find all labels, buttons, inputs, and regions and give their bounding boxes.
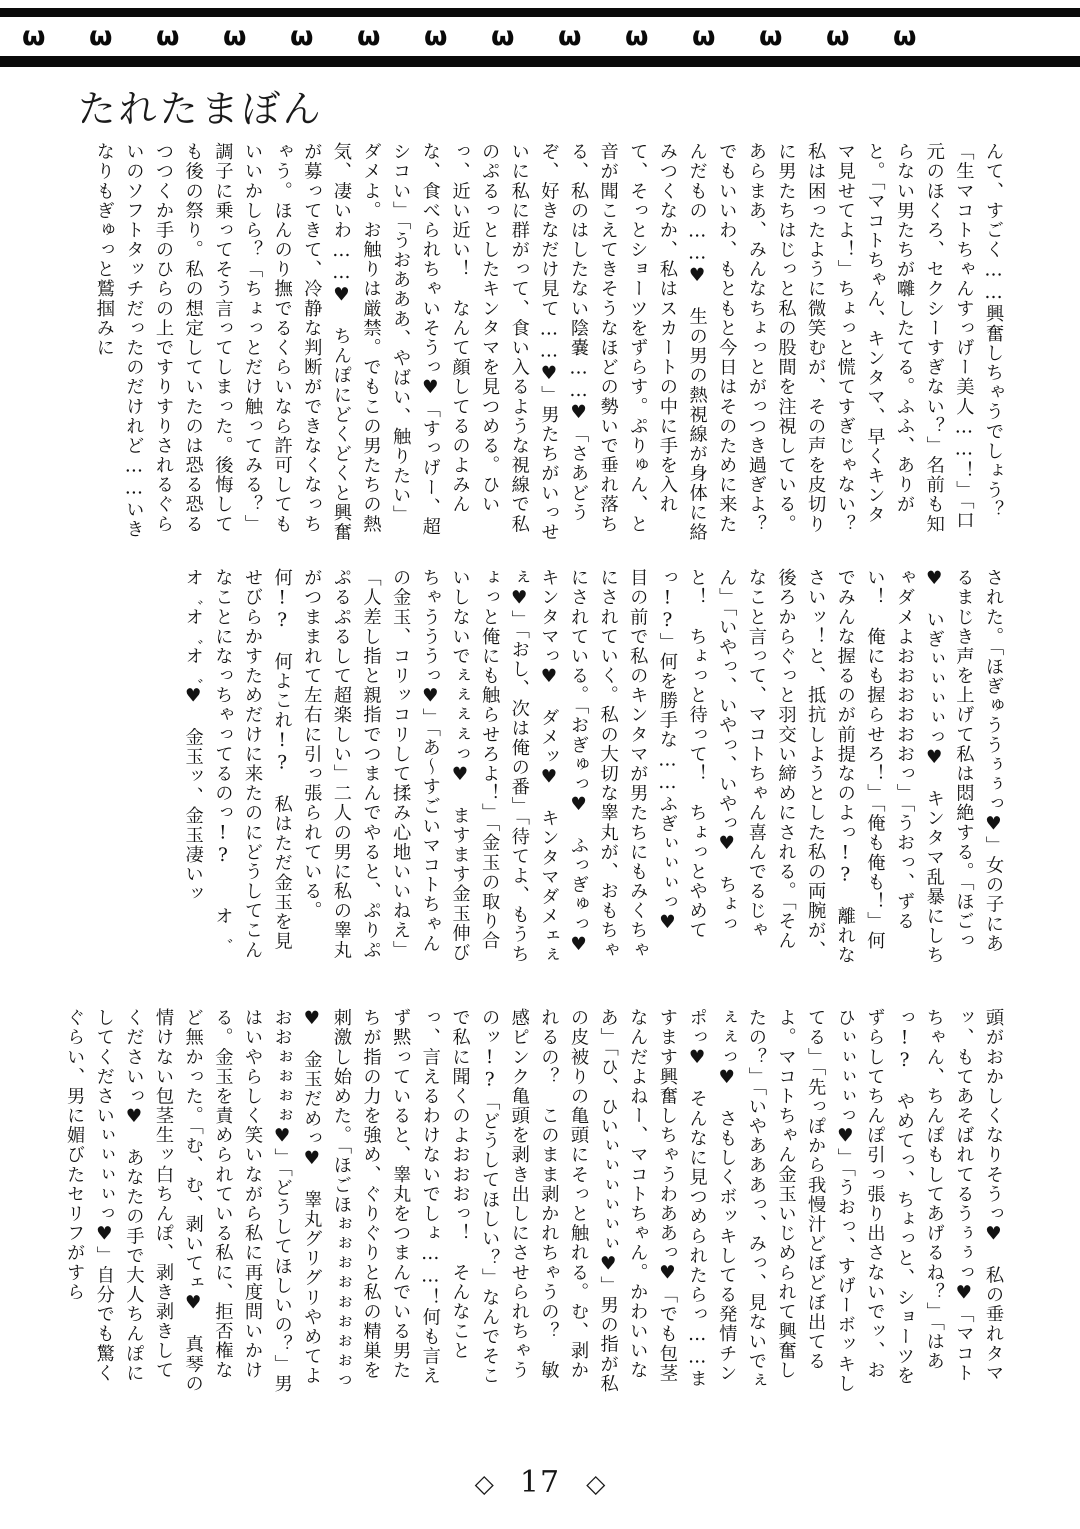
page-footer xyxy=(0,1465,1080,1500)
page-number: 17 xyxy=(519,1465,561,1500)
omega-ornament-icon: ω xyxy=(290,21,314,52)
header-rule-top xyxy=(0,8,1080,17)
header-rule-bottom xyxy=(0,56,1080,67)
omega-ornament-icon: ω xyxy=(893,21,917,52)
diamond-left-icon: ◇ xyxy=(474,1468,494,1498)
omega-ornament-icon: ω xyxy=(156,21,180,52)
omega-ornament-icon: ω xyxy=(826,21,850,52)
ornament-glyph-row xyxy=(0,17,1080,56)
page-title: たれたまぼん xyxy=(77,87,325,131)
omega-ornament-icon: ω xyxy=(625,21,649,52)
body-text-block-1 xyxy=(72,142,1008,554)
omega-ornament-icon: ω xyxy=(692,21,716,52)
body-paragraph: 頭がおかしくなりそうっ♥ 私の垂れタマッ、もてあそばれてるうぅぅっ♥「マコトちゃん、ちんぽもしてあげるね？」「はあっ!? やめてっ、ちょっと、ショーツをずらしてちんぽ引っ張り出さないでッ、おひぃぃぃぃっ♥」「うおっ、すげーボッキしてる」「先っぽから我慢汁どぼどぼ出てるよ。マコトちゃん金玉いじめられて興奮したの？」「いやあああっ、みっ、見ないでぇぇぇっ♥ さもしくボッキしてる発情チンポっ♥ そんなに見つめられたらっ……ますます興奮しちゃうわああっ♥「でも包茎なんだよねー、マコトちゃん。かわいいなあ」「ひ、ひいぃぃぃぃぃぃ♥」男の指が私の皮被りの亀頭にそっと触れる。む、剥かれるの？ このまま剥かれちゃうの？ 敏感ピンク亀頭を剥き出しにさせられちゃうのッ!?「どうしてほしい？」なんでそこで私に聞くのよおおおっ！ そんなことっ、言えるわけないでしょ……！何も言えず黙っていると、睾丸をつまんでいる男たちが指の力を強め、ぐりぐりと私の精巣を刺激し始めた。「ほごほぉぉぉぉぉぉぉぉっ♥ 金玉だめっ♥ 睾丸グリグリやめてよおおぉぉぉぉ♥」「どうしてほしいの？」男はいやらしく笑いながら私に再度問いかける。金玉を責められている私に、拒否権など無かった。「む、む、剥いてェ♥ 真琴の情けない包茎生ッ白ちんぽ、剥き剥きしてくださいっ♥ あなたの手で大人ちんぽにしてくださいぃぃぃぃっ♥」自分でも驚くぐらい、男に媚びたセリフがすら xyxy=(64,1008,1004,1394)
omega-ornament-icon: ω xyxy=(89,21,113,52)
omega-ornament-icon: ω xyxy=(223,21,247,52)
diamond-right-icon: ◇ xyxy=(586,1468,606,1498)
omega-ornament-icon: ω xyxy=(759,21,783,52)
body-text-block-3 xyxy=(64,1008,1008,1396)
body-paragraph: んて、すごく……興奮しちゃうでしょう？「生マコトちゃんすっげー美人……！」「口元のほくろ、セクシーすぎない？」名前も知らない男たちが囃したてる。ふふ、ありがと。「マコトちゃん、キンタマ、早くキンタマ見せてよ！」ちょっと慌てすぎじゃない？ 私は困ったように微笑むが、その声を皮切りに男たちはじっと私の股間を注視している。あらまあ、みんなちょっとがっつき過ぎよ？でもいいわ、もともと今日はそのために来たんだもの……♥ 生の男の熱視線が身体に絡みつくなか、私はスカートの中に手を入れて、そっとショーツをずらす。ぷりゅん、と音が聞こえてきそうなほどの勢いで垂れ落ちる、私のはしたない陰嚢……♥「さあどうぞ、好きなだけ見て……♥」男たちがいっせいに私に群がって、食い入るような視線で私のぷるっとしたキンタマを見つめる。ひいっ、近い近い！ なんて顔してるのよみんな、食べられちゃいそうっ♥「すっげー、超シコい」「うおあああ、やばい、触りたい」ダメよ。お触りは厳禁。でもこの男たちの熱気、凄いわ……♥ ちんぽにどくどくと興奮が募ってきて、冷静な判断ができなくなっちゃう。ほんのり撫でるくらいなら許可してもいいかしら？「ちょっとだけ触ってみる？」調子に乗ってそう言ってしまった。後悔しても後の祭り。私の想定していたのは恐る恐るつつくか手のひらの上ですりすりされるぐらいのソフトタッチだったのだけれど……いきなりもぎゅっと鷲掴みに xyxy=(93,142,1004,554)
omega-ornament-icon: ω xyxy=(491,21,515,52)
omega-ornament-icon: ω xyxy=(22,21,46,52)
omega-ornament-icon: ω xyxy=(357,21,381,52)
omega-ornament-icon: ω xyxy=(558,21,582,52)
header-ornament-band xyxy=(0,0,1080,68)
omega-ornament-icon: ω xyxy=(424,21,448,52)
body-text-block-2 xyxy=(72,568,1008,976)
body-paragraph: された。「ほぎゅううぅぅっ♥」女の子にあるまじき声を上げて私は悶絶する。「ほごっ♥ いぎぃぃぃぃっ♥ キンタマ乱暴にしちゃダメよおおおおおおっ」「うおっ、ずるい！ 俺にも握らせろ！」「俺も俺も！」何でみんな握るのが前提なのよっ!? 離れなさいッ！と、抵抗しようとした私の両腕が、後ろからぐっと羽交い締めにされる。「そんなこと言って、マコトちゃん喜んでるじゃん」「いやっ、いやっ、いやっ♥ ちょっと！ ちょっと待って！ ちょっとやめてっ!?」何を勝手な……ふぎぃぃぃっ♥ 目の前で私のキンタマが男たちにもみくちゃにされていく。私の大切な睾丸が、おもちゃにされている。「おぎゅっ♥ ふっぎゅっ♥ キンタマっ♥ ダメッ♥ キンタマダメェぇぇ♥」「おし、次は俺の番」「待てよ、もうちょっと俺にも触らせろよ！」「金玉の取り合いしないでぇぇぇぇっ♥ ますます金玉伸びちゃうううっ♥」「あ〜すごいマコトちゃんの金玉、コリッコリして揉み心地いいねえ」「人差し指と親指でつまんでやると、ぷりぷぷるぷるして超楽しい」二人の男に私の睾丸がつままれて左右に引っ張られている。何!? 何よこれ!? 私はただ金玉を見せびらかすためだけに来たのにどうしてこんなことになっちゃってるのっ!? オ゛オ゛オ゛オ゛♥ 金玉ッ、金玉凄いッ xyxy=(182,568,1004,976)
